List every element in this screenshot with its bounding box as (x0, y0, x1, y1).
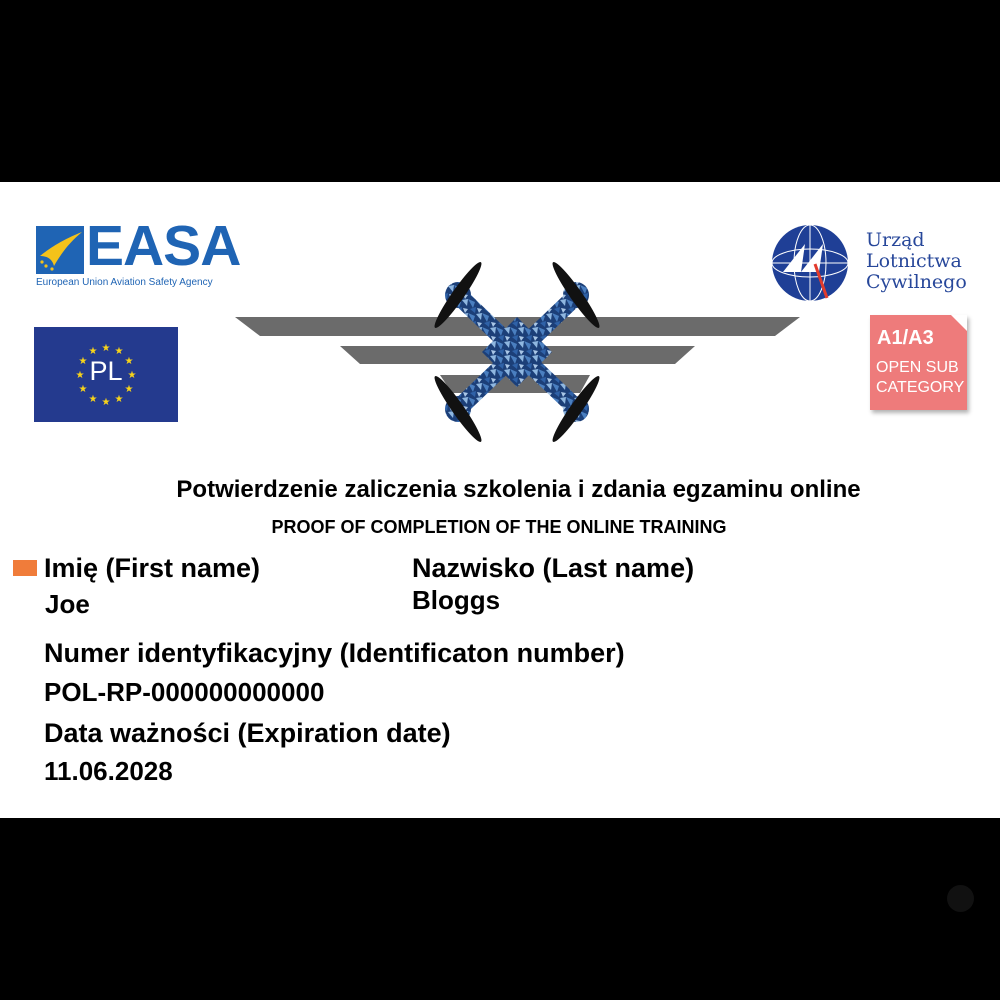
drone-wings-emblem (230, 257, 805, 452)
easa-logo-text: EASA (86, 214, 241, 278)
expiration-date-label: Data ważności (Expiration date) (44, 718, 451, 748)
ulc-name-line1: Urząd (866, 229, 925, 251)
first-name-label: Imię (First name) (44, 553, 261, 583)
category-line2: CATEGORY (876, 379, 965, 396)
ulc-name-line3: Cywilnego (866, 271, 967, 293)
svg-text:★: ★ (78, 356, 88, 367)
svg-text:★: ★ (101, 343, 111, 354)
orange-marker (13, 560, 37, 576)
ulc-name-line2: Lotnictwa (866, 250, 962, 272)
eu-flag (34, 327, 178, 422)
easa-full-name: European Union Aviation Safety Agency (36, 277, 213, 288)
svg-text:★: ★ (124, 356, 134, 367)
svg-text:★: ★ (114, 346, 124, 357)
certificate-title-polish: Potwierdzenie zaliczenia szkolenia i zdania egzaminu online (176, 476, 861, 503)
expiration-date-value: 11.06.2028 (44, 756, 173, 786)
ulc-name (866, 230, 967, 293)
easa-bird-icon (36, 226, 84, 274)
first-name-value: Joe (45, 589, 90, 619)
corner-dot (947, 885, 974, 912)
country-code: PL (89, 356, 123, 386)
svg-text:★: ★ (124, 384, 134, 395)
badge-corner (951, 315, 967, 331)
last-name-value: Bloggs (412, 585, 501, 615)
certificate-title-english: PROOF OF COMPLETION OF THE ONLINE TRAINING (271, 517, 727, 537)
last-name-label: Nazwisko (Last name) (412, 553, 695, 583)
svg-text:★: ★ (127, 370, 137, 381)
category-code: A1/A3 (877, 327, 934, 349)
category-badge (870, 315, 967, 410)
svg-text:★: ★ (88, 346, 98, 357)
svg-text:★: ★ (114, 394, 124, 405)
svg-text:★: ★ (78, 384, 88, 395)
svg-text:★: ★ (101, 397, 111, 408)
svg-text:★: ★ (75, 370, 85, 381)
svg-text:★: ★ (88, 394, 98, 405)
category-line1: OPEN SUB (876, 359, 959, 376)
training-certificate-card (0, 182, 1000, 818)
id-number-value: POL-RP-000000000000 (44, 677, 325, 707)
id-number-label: Numer identyfikacyjny (Identificaton number) (44, 638, 625, 668)
